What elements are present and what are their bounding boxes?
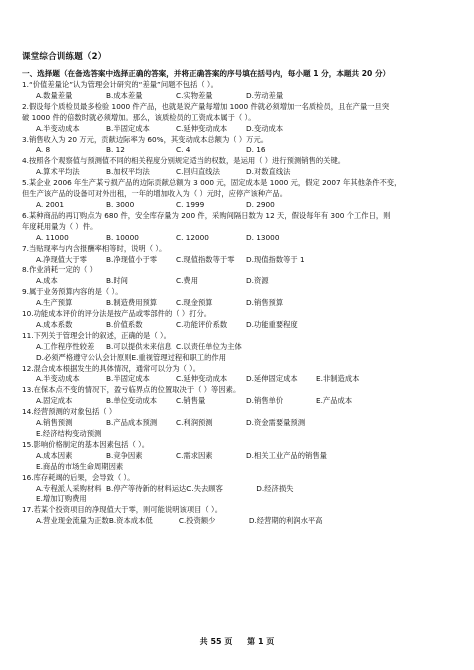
option: D.销售预算 [246,298,284,308]
option: D.必须严格遵守公认会计原则 [36,352,132,362]
option: B.加权平均法 [106,167,150,177]
question-text: 7.当贴现率与内含报酬率相等时，说明（ ）。 [22,243,167,253]
option: A.半变动成本 [36,123,80,133]
question-continuation: 破 1000 件的倍数时就必须增加。那么，该质检员的工资成本属于（ ）。 [22,112,256,122]
option: A.工作程序性较差 [36,341,95,351]
question-text: 12.混合成本根据发生的具体情况，通常可以分为（ ）。 [22,363,201,373]
option: A.专程派人采购材料 [36,483,102,493]
option: E.产品成本 [316,396,353,406]
option: B.成本差量 [106,90,143,100]
option: A.成本 [36,276,58,286]
option: A.算术平均法 [36,167,80,177]
option: A.固定成本 [36,396,73,406]
options-row [22,91,462,102]
options-row [22,320,462,331]
option: C.费用 [176,276,199,286]
option: B.竞争因素 [106,450,143,460]
option: B. 10000 [106,232,139,242]
question-text: 1.“价值差量论”认为管理会计研究的“差量”问题不包括（ ）。 [22,80,218,89]
question-list [22,80,462,527]
options-row [22,462,462,473]
question-text: 14.经营预测的对象包括（ ） [22,407,117,417]
question-continuation: 但生产该产品的设备可对外出租，一年的增加收入为（ ）元时，应停产该种产品。 [22,189,288,199]
options-row [22,167,462,178]
option: D.对数直线法 [246,167,291,177]
option: C. 4 [176,145,191,155]
option: A.成本系数 [36,319,73,329]
option: B.单位变动成本 [106,396,158,406]
option: E.重视管理过程和职工的作用 [131,352,226,362]
option: D.相关工业产品的销售量 [246,450,327,460]
option: C.销售量 [176,396,206,406]
option: E.增加订购费用 [36,494,87,504]
option: B.资本成本低 [108,516,153,526]
option: A. 11000 [36,232,69,242]
options-row [22,418,462,429]
option: D. 13000 [246,232,280,242]
option: B.可以提供未来信息 [106,341,172,351]
option: D.资源 [246,276,269,286]
option: A.半变动成本 [36,374,80,384]
option: D.延伸固定成本 [246,374,298,384]
question-text: 10.功能成本评价的评分法是按产品或零部件的（ ）打分。 [22,309,212,319]
options-row [22,298,462,309]
option: A. 8 [36,145,51,155]
section-heading: 一、选择题（在备选答案中选择正确的答案，并将正确答案的序号填在括号内，每小题 1 分，本题共 20 分） [22,69,391,78]
option: C. 1999 [176,199,205,209]
option: D.销售单价 [246,396,284,406]
options-row [22,200,462,211]
option: E.经济结构变动预测 [36,429,102,438]
option: C.现值指数等于零 [176,254,235,264]
option: B.时间 [106,276,128,286]
option: D.资金需要量预测 [246,418,306,428]
options-row [22,429,462,440]
question-text: 6.某种商品的再订购点为 680 件，安全库存量为 200 件，采购间隔日数为 12 天，假设每年有 300 个工作日，则 [22,210,391,220]
options-row [22,494,462,505]
options-row [22,124,462,135]
options-row [22,145,462,156]
question-text: 3.销售收入为 20 万元，贡献边际率为 60%，其变动成本总额为（ ）万元。 [22,134,269,144]
question-text: 16.库存耗竭的后果，会导致（ ）。 [22,472,135,482]
option: C.回归直线法 [176,167,220,177]
option: B.制造费用预算 [106,298,158,308]
option: C.功能评价系数 [176,319,228,329]
option: C.需求因素 [176,450,213,460]
option: D. 16 [246,145,266,155]
options-row [22,516,462,527]
option: A.净现值大于零 [36,254,87,264]
question-text: 11.下列关于管理会计的叙述，正确的是（ ）。 [22,330,171,340]
option: E.商品的市场生命周期因素 [36,461,124,471]
option: D.经营期的利润水平高 [248,516,323,526]
option: C. 12000 [176,232,209,242]
option: A. 2001 [36,199,65,209]
options-row [22,255,462,266]
option: B.产品成本预测 [106,418,158,428]
options-row [22,396,462,407]
question-text: 15.影响价格制定的基本因素包括（ ）。 [22,439,150,449]
option: C.投资额少 [178,516,216,526]
question-text: 8.作业消耗一定的（ ） [22,265,97,275]
current-page: 第 1 页 [247,637,275,646]
question-text: 17.若某个投资项目的净现值大于零，则可能说明该项目（ ）。 [22,505,222,515]
option: C.失去顾客 [186,483,223,493]
option: B.净现值小于零 [106,254,158,264]
option: B.半固定成本 [106,374,150,384]
option: D.变动成本 [246,123,284,133]
page-title: 课堂综合训练题（2） [22,52,107,62]
option: C.延伸变动成本 [176,374,228,384]
options-row [22,276,462,287]
option: B. 12 [106,145,125,155]
option: D.经济损失 [256,483,294,493]
page-footer [0,636,474,647]
options-row [22,353,462,364]
question-continuation: 年度耗用量为（ ）件。 [22,221,98,231]
option: A.销售预测 [36,418,73,428]
option: B.停产等待新的材料运达 [106,483,187,493]
options-row [22,484,462,495]
options-row [22,374,462,385]
option: C.实物差量 [176,90,213,100]
option: A.成本因素 [36,450,73,460]
option: A.数量差量 [36,90,73,100]
options-row [22,451,462,462]
question-text: 13.在保本点不变的情况下，盈亏临界点的位置取决于（ ）等因素。 [22,385,241,395]
total-pages: 共 55 页 [199,637,233,646]
option: D.劳动差量 [246,90,284,100]
option: C.延伸变动成本 [176,123,228,133]
option: C.利润预测 [176,418,213,428]
question-text: 4.按照各个观察值与预测值不同的相关程度分别规定适当的权数，是运用（ ）进行预测销售的关键。 [22,156,346,166]
options-row [22,233,462,244]
option: D.现值指数等于 1 [246,254,305,264]
options-row [22,342,462,353]
question-text: 2.假设每个质检员最多检验 1000 件产品，也就是说产量每增加 1000 件就必须增加一名质检员，且在产量一旦突 [22,101,390,111]
question-text: 9.属于业务预算内容的是（ ）。 [22,287,123,297]
option: C.以责任单位为主体 [176,341,242,351]
option: B.半固定成本 [106,123,150,133]
option: B.价值系数 [106,319,143,329]
option: E.非制造成本 [316,374,360,384]
option: C.现金预算 [176,298,213,308]
question-text: 5.某企业 2006 年生产某亏损产品的边际贡献总额为 3 000 元，固定成本是 1000 元，假定 2007 年其他条件不变， [22,178,402,188]
option: A.生产预算 [36,298,73,308]
option: A.营业现金流量为正数 [36,516,109,526]
option: D. 2900 [246,199,275,209]
option: B. 3000 [106,199,135,209]
option: D.功能重要程度 [246,319,298,329]
